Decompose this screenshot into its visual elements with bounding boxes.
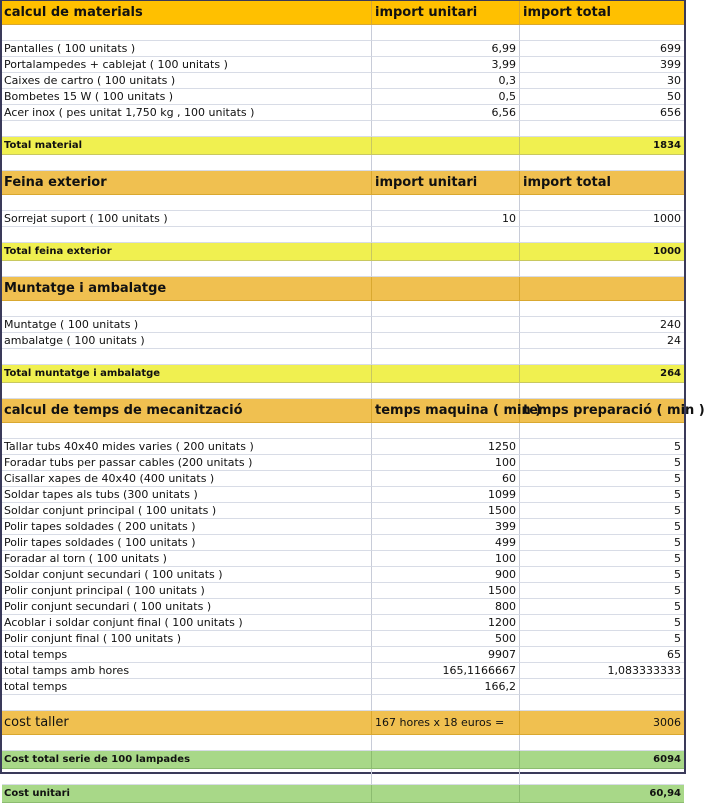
cell-col-3[interactable]: 399 [520,57,684,73]
cell-col-3[interactable]: 5 [520,519,684,535]
cell-col-1[interactable]: Total muntatge i ambalatge [2,365,372,383]
cell-col-2[interactable] [372,121,520,137]
section-header-row [2,711,684,735]
cell-col-2[interactable] [372,423,520,439]
cell-col-3[interactable] [520,301,684,317]
cell-col-3[interactable]: 30 [520,73,684,89]
cell-col-3[interactable]: 5 [520,583,684,599]
table-row [2,41,684,57]
table-row [2,599,684,615]
cell-col-3[interactable]: 5 [520,455,684,471]
cell-col-3[interactable] [520,155,684,171]
cell-col-2[interactable] [372,137,520,155]
cell-col-2[interactable]: 0,5 [372,89,520,105]
table-row [2,455,684,471]
cell-col-1[interactable]: Polir tapes soldades ( 200 unitats ) [2,519,372,535]
cell-col-1[interactable]: Tallar tubs 40x40 mides varies ( 200 unitats ) [2,439,372,455]
cell-col-3[interactable]: 60,94 [520,785,684,803]
empty-row [2,121,684,137]
table-row [2,73,684,89]
cell-col-1[interactable]: Muntatge ( 100 unitats ) [2,317,372,333]
cell-col-3[interactable]: 5 [520,631,684,647]
cell-col-2[interactable] [372,349,520,365]
cell-col-1[interactable] [2,227,372,243]
cell-col-3[interactable]: 656 [520,105,684,121]
table-row [2,631,684,647]
cell-col-3[interactable]: 5 [520,615,684,631]
cell-col-3[interactable]: 50 [520,89,684,105]
cell-col-2[interactable] [372,227,520,243]
cell-col-3[interactable]: 3006 [520,711,684,735]
cell-col-2[interactable] [372,301,520,317]
table-row [2,487,684,503]
cell-col-3[interactable]: 65 [520,647,684,663]
cell-col-1[interactable]: calcul de temps de mecanització [2,399,372,423]
cell-col-2[interactable]: 10 [372,211,520,227]
cell-col-1[interactable]: Sorrejat suport ( 100 unitats ) [2,211,372,227]
cell-col-1[interactable]: Cisallar xapes de 40x40 (400 unitats ) [2,471,372,487]
cell-col-3[interactable]: 1000 [520,211,684,227]
cell-col-3[interactable]: 5 [520,471,684,487]
table-row [2,89,684,105]
cell-col-2[interactable]: 60 [372,471,520,487]
cell-col-3[interactable]: 5 [520,551,684,567]
cell-col-2[interactable]: import unitari [372,1,520,25]
cell-col-3[interactable] [520,195,684,211]
table-row [2,551,684,567]
cell-col-1[interactable]: Bombetes 15 W ( 100 unitats ) [2,89,372,105]
table-row [2,503,684,519]
cell-col-1[interactable]: Pantalles ( 100 unitats ) [2,41,372,57]
cell-col-2[interactable]: 399 [372,519,520,535]
cell-col-2[interactable]: 165,1166667 [372,663,520,679]
cell-col-3[interactable]: 5 [520,567,684,583]
cell-col-1[interactable]: Portalampedes + cablejat ( 100 unitats ) [2,57,372,73]
cell-col-2[interactable]: 166,2 [372,679,520,695]
cell-col-1[interactable] [2,349,372,365]
cell-col-3[interactable]: 240 [520,317,684,333]
cell-col-2[interactable]: 6,99 [372,41,520,57]
empty-row [2,301,684,317]
cell-col-2[interactable] [372,277,520,301]
cell-col-1[interactable]: Cost total serie de 100 lampades [2,751,372,769]
cell-col-3[interactable] [520,679,684,695]
cell-col-3[interactable]: 264 [520,365,684,383]
cell-col-1[interactable] [2,383,372,399]
cell-col-3[interactable]: 5 [520,439,684,455]
cell-col-1[interactable] [2,195,372,211]
cell-col-2[interactable] [372,695,520,711]
empty-row [2,349,684,365]
cell-col-2[interactable] [372,751,520,769]
cell-col-1[interactable] [2,261,372,277]
cell-col-2[interactable]: 1200 [372,615,520,631]
cell-col-3[interactable]: 1834 [520,137,684,155]
empty-row [2,155,684,171]
section-header-row [2,277,684,301]
empty-row [2,25,684,41]
table-row [2,471,684,487]
cell-col-1[interactable]: Muntatge i ambalatge [2,277,372,301]
cell-col-1[interactable]: total temps [2,647,372,663]
empty-row [2,227,684,243]
cell-col-2[interactable]: 167 hores x 18 euros = [372,711,520,735]
cell-col-1[interactable]: Foradar tubs per passar cables (200 unitats ) [2,455,372,471]
empty-row [2,769,684,785]
cell-col-1[interactable]: Total feina exterior [2,243,372,261]
cell-col-1[interactable]: Polir conjunt final ( 100 unitats ) [2,631,372,647]
cell-col-3[interactable]: 5 [520,535,684,551]
cell-col-2[interactable]: 500 [372,631,520,647]
table-row [2,317,684,333]
cell-col-2[interactable]: 1500 [372,503,520,519]
total-row [2,365,684,383]
total-row [2,785,684,803]
cell-col-1[interactable]: Polir tapes soldades ( 100 unitats ) [2,535,372,551]
cell-col-2[interactable]: 100 [372,551,520,567]
cell-col-2[interactable]: 3,99 [372,57,520,73]
table-row [2,583,684,599]
cell-col-3[interactable] [520,383,684,399]
cell-col-2[interactable] [372,785,520,803]
cell-col-1[interactable] [2,121,372,137]
cell-col-1[interactable]: Total material [2,137,372,155]
cell-col-3[interactable]: 1000 [520,243,684,261]
cell-col-1[interactable] [2,25,372,41]
cell-col-1[interactable]: cost taller [2,711,372,735]
empty-row [2,383,684,399]
table-row [2,105,684,121]
cell-col-1[interactable]: total temps [2,679,372,695]
empty-row [2,195,684,211]
empty-row [2,695,684,711]
cell-col-1[interactable]: Soldar conjunt secundari ( 100 unitats ) [2,567,372,583]
cell-col-2[interactable]: 1250 [372,439,520,455]
cell-col-2[interactable]: 0,3 [372,73,520,89]
cell-col-2[interactable]: 800 [372,599,520,615]
cell-col-3[interactable]: import total [520,171,684,195]
cell-col-2[interactable] [372,317,520,333]
cell-col-1[interactable]: Feina exterior [2,171,372,195]
cell-col-3[interactable]: 6094 [520,751,684,769]
cell-col-3[interactable] [520,769,684,785]
cell-col-1[interactable]: Polir conjunt secundari ( 100 unitats ) [2,599,372,615]
cell-col-2[interactable]: 1099 [372,487,520,503]
section-header-row [2,171,684,195]
cell-col-3[interactable]: 1,083333333 [520,663,684,679]
cell-col-1[interactable] [2,155,372,171]
cell-col-3[interactable] [520,25,684,41]
cell-col-2[interactable] [372,243,520,261]
cell-col-2[interactable]: 499 [372,535,520,551]
cell-col-1[interactable]: ambalatge ( 100 unitats ) [2,333,372,349]
table-row [2,663,684,679]
cell-col-2[interactable] [372,365,520,383]
cell-col-1[interactable] [2,769,372,785]
cell-col-2[interactable] [372,735,520,751]
cell-col-3[interactable] [520,277,684,301]
cell-col-2[interactable]: 9907 [372,647,520,663]
cell-col-2[interactable] [372,769,520,785]
cell-col-3[interactable]: import total [520,1,684,25]
cell-col-3[interactable] [520,227,684,243]
table-row [2,211,684,227]
table-row [2,439,684,455]
cell-col-3[interactable]: 5 [520,487,684,503]
table-row [2,519,684,535]
table-row [2,57,684,73]
cell-col-2[interactable] [372,25,520,41]
cell-col-2[interactable]: import unitari [372,171,520,195]
cell-col-3[interactable]: 5 [520,599,684,615]
cell-col-1[interactable] [2,423,372,439]
empty-row [2,735,684,751]
table-row [2,333,684,349]
cell-col-1[interactable] [2,301,372,317]
empty-row [2,261,684,277]
total-row [2,243,684,261]
empty-row [2,423,684,439]
cell-col-1[interactable]: Acoblar i soldar conjunt final ( 100 unitats ) [2,615,372,631]
cell-col-2[interactable]: 900 [372,567,520,583]
table-row [2,647,684,663]
cell-col-2[interactable] [372,155,520,171]
cell-col-3[interactable]: 699 [520,41,684,57]
cell-col-2[interactable] [372,383,520,399]
cell-col-2[interactable]: temps maquina ( min ) [372,399,520,423]
cell-col-1[interactable]: total tamps amb hores [2,663,372,679]
table-row [2,615,684,631]
total-row [2,751,684,769]
cell-col-1[interactable]: calcul de materials [2,1,372,25]
table-row [2,535,684,551]
cell-col-1[interactable]: Soldar tapes als tubs (300 unitats ) [2,487,372,503]
cell-col-2[interactable]: 1500 [372,583,520,599]
cell-col-3[interactable] [520,695,684,711]
table-row [2,567,684,583]
total-row [2,137,684,155]
cell-col-3[interactable]: 24 [520,333,684,349]
cell-col-1[interactable]: Cost unitari [2,785,372,803]
cell-col-3[interactable] [520,349,684,365]
cell-col-1[interactable]: Acer inox ( pes unitat 1,750 kg , 100 unitats ) [2,105,372,121]
cell-col-3[interactable]: 5 [520,503,684,519]
cell-col-1[interactable]: Soldar conjunt principal ( 100 unitats ) [2,503,372,519]
table-row [2,679,684,695]
cell-col-3[interactable] [520,735,684,751]
cell-col-1[interactable]: Foradar al torn ( 100 unitats ) [2,551,372,567]
section-header-row [2,399,705,423]
cell-col-3[interactable]: temps preparació ( min ) [520,399,684,423]
section-header-row [2,1,684,25]
cell-col-1[interactable]: Caixes de cartro ( 100 unitats ) [2,73,372,89]
cell-col-3[interactable] [520,261,684,277]
cell-col-2[interactable] [372,333,520,349]
cell-col-1[interactable]: Polir conjunt principal ( 100 unitats ) [2,583,372,599]
cell-col-1[interactable] [2,695,372,711]
cell-col-2[interactable] [372,261,520,277]
cell-col-3[interactable] [520,121,684,137]
cell-col-2[interactable] [372,195,520,211]
cell-col-2[interactable]: 6,56 [372,105,520,121]
cell-col-3[interactable] [520,423,684,439]
cell-col-1[interactable] [2,735,372,751]
cell-col-2[interactable]: 100 [372,455,520,471]
